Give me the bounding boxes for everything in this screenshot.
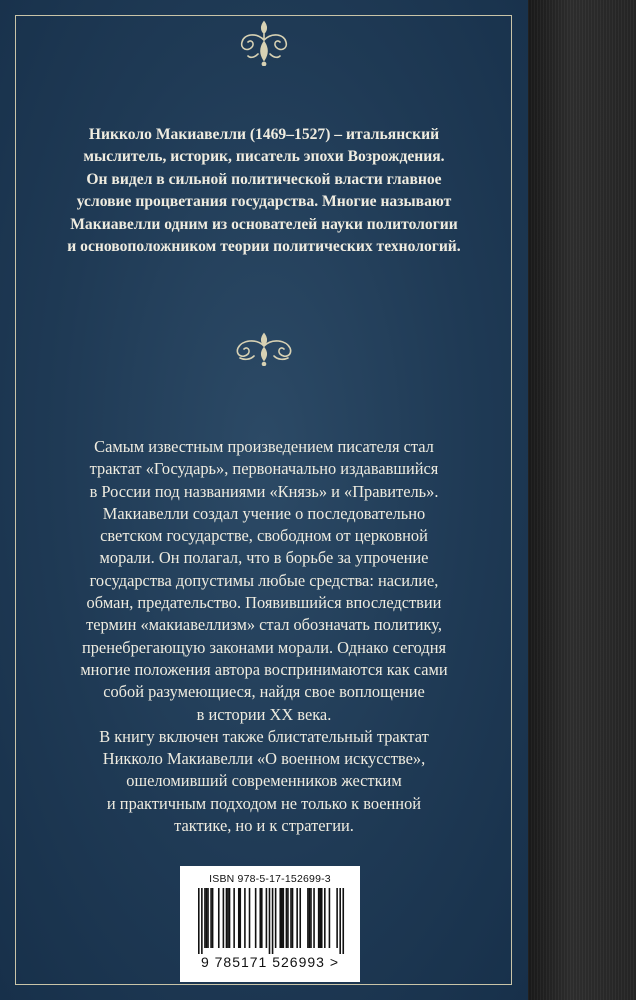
barcode-bar (272, 888, 274, 954)
text-line: морали. Он полагал, что в борьбе за упрочение (99, 548, 429, 568)
text-line: многие положения автора воспринимаются как сами (80, 659, 448, 679)
barcode-bar (336, 888, 338, 948)
floral-ornament-icon (230, 330, 298, 366)
barcode-bar (266, 888, 268, 948)
text-line: термин «макиавеллизм» стал обозначать политику, (86, 615, 442, 635)
text-line: мыслитель, историк, писатель эпохи Возрождения. (83, 148, 445, 166)
barcode-bar (238, 888, 240, 948)
barcode-bars (190, 888, 350, 954)
barcode-bar (339, 888, 341, 954)
barcode-bar (206, 888, 208, 948)
barcode-bar (255, 888, 257, 948)
barcode-bar (275, 888, 277, 948)
barcode-bar (319, 888, 321, 948)
barcode-bar (329, 888, 331, 948)
barcode-bar (286, 888, 288, 948)
barcode-bar (299, 888, 301, 948)
barcode-bar (239, 888, 241, 948)
floral-ornament-icon (232, 18, 296, 66)
barcode-bar (244, 888, 246, 948)
text-line: светском государстве, свободном от церковной (100, 526, 428, 546)
isbn-label: ISBN 978-5-17-152699-3 (209, 873, 331, 885)
text-line: трактат «Государь», первоначально издававшийся (89, 459, 439, 479)
text-line: В книгу включен также блистательный трактат (99, 726, 429, 746)
text-line: государства допустимы любые средства: насилие, (89, 570, 439, 590)
text-line: в России под названиями «Князь» и «Правитель». (89, 481, 439, 501)
author-bio-paragraph (36, 124, 492, 258)
barcode-bar (313, 888, 315, 948)
text-line: ошеломивший современников жестким (126, 771, 402, 791)
isbn-barcode (180, 866, 360, 982)
barcode-bar (318, 888, 320, 948)
barcode-bar (201, 888, 203, 954)
barcode-bar (229, 888, 231, 948)
barcode-bar (269, 888, 271, 954)
text-line: собой разумеющиеся, найдя свое воплощение (103, 682, 425, 702)
barcode-bar (198, 888, 200, 954)
barcode-bar (310, 888, 312, 948)
text-line: тактике, но и к стратегии. (174, 816, 354, 836)
barcode-bar (210, 888, 212, 948)
text-line: Самым известным произведением писателя стал (94, 437, 434, 456)
barcode-bar (261, 888, 263, 948)
barcode-bar (324, 888, 326, 948)
barcode-bar (233, 888, 235, 948)
text-line: Никколо Макиавелли «О военном искусстве», (102, 749, 426, 769)
barcode-bar (259, 888, 261, 948)
barcode-bar (281, 888, 283, 948)
barcode-bar (290, 888, 292, 948)
text-line: Никколо Макиавелли (1469–1527) – итальянский (88, 126, 440, 143)
barcode-bar (227, 888, 229, 948)
barcode-bar (283, 888, 285, 948)
barcode-bar (287, 888, 289, 948)
text-line: в истории XX века. (196, 704, 332, 724)
text-line: пренебрегающую законами морали. Однако сегодня (81, 637, 447, 657)
text-line: и практичным подходом не только к военной (106, 793, 422, 813)
text-line: условие процветания государства. Многие называют (76, 193, 452, 211)
barcode-bar (212, 888, 214, 948)
text-line: Макиавелли одним из основателей науки политологии (70, 215, 458, 233)
barcode-bar (218, 888, 220, 948)
barcode-bar (296, 888, 298, 948)
barcode-bar (226, 888, 228, 948)
barcode-bar (207, 888, 209, 948)
barcode-bar (279, 888, 281, 948)
text-line: обман, предательство. Появившийся впоследствии (86, 593, 442, 613)
barcode-bar (342, 888, 344, 954)
barcode-bar (249, 888, 251, 948)
text-line: Он видел в сильной политической власти главное (86, 170, 442, 188)
barcode-bar (321, 888, 323, 948)
book-spine (528, 0, 636, 1000)
barcode-bar (292, 888, 294, 948)
text-line: Макиавелли создал учение о последовательно (102, 503, 426, 523)
barcode-number: 9 785171 526993 > (200, 954, 340, 970)
barcode-bar (309, 888, 311, 948)
text-line: и основоположником теории политических технологий. (67, 238, 461, 256)
barcode-bar (307, 888, 309, 948)
barcode-bar (204, 888, 206, 948)
book-description-paragraph (36, 436, 492, 837)
barcode-bar (223, 888, 225, 948)
